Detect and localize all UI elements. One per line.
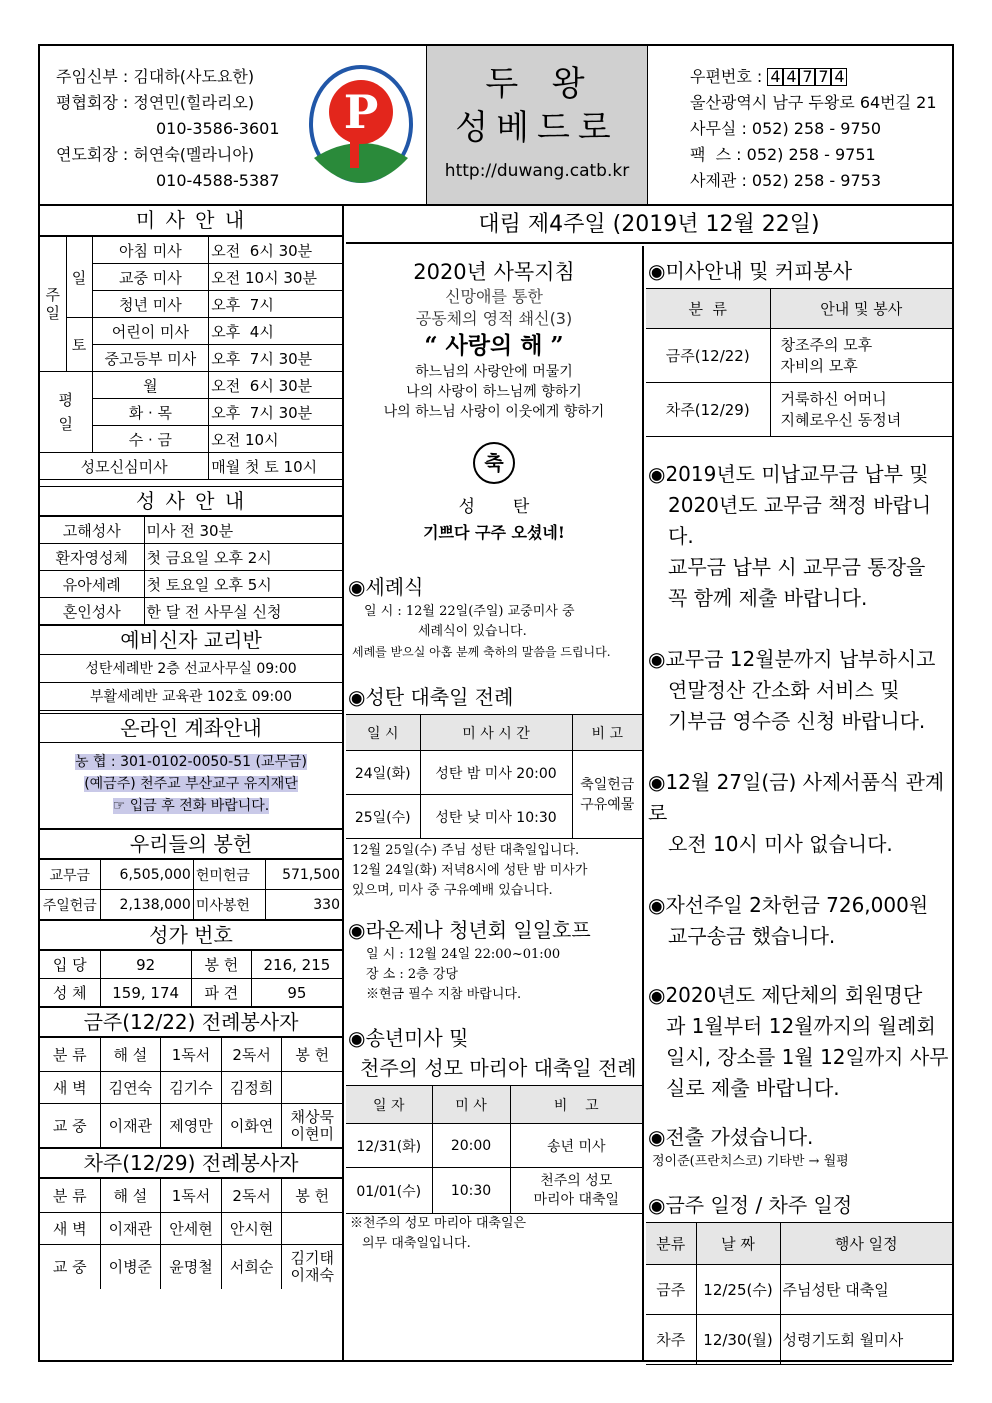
address: 울산광역시 남구 두왕로 64번길 21 <box>690 93 937 112</box>
transfer-line: 정이준(프란치스코) 기타반 → 월평 <box>652 1154 849 1169</box>
coffee-title: ◉미사안내 및 커피봉사 <box>648 259 853 283</box>
schedule-week: 차주 <box>646 1315 696 1365</box>
postal-row: 우편번호 : 4 4 7 7 4 <box>690 64 950 90</box>
mass-time: 오전 10시 30분 <box>209 264 342 291</box>
server-cell: 이재관 <box>100 1104 161 1148</box>
to-label: 토 <box>66 318 92 372</box>
pastor-name: 김대하(사도요한) <box>133 67 255 86</box>
staff-info <box>56 64 306 194</box>
yearend-date: 01/01(수) <box>346 1168 432 1214</box>
pastor-label: 주임신부 : <box>56 67 129 86</box>
offering-value: 571,500 <box>266 860 342 890</box>
christmas-box <box>346 442 642 544</box>
hymn-number: 95 <box>251 979 342 1007</box>
mass-name: 화 · 목 <box>92 399 209 426</box>
col-header: 날 짜 <box>696 1223 780 1265</box>
server-cell <box>282 1213 342 1245</box>
xmas-date: 24일(화) <box>346 751 420 795</box>
mass-name: 아침 미사 <box>92 237 209 264</box>
offering-label: 주일헌금 <box>40 890 100 920</box>
account-box <box>40 743 342 829</box>
mass-time: 오후 7시 30분 <box>209 345 342 372</box>
server-cell: 이화연 <box>221 1104 282 1148</box>
server-cell: 이재관 <box>100 1213 161 1245</box>
col-header: 해 설 <box>100 1179 161 1213</box>
account-title: 온라인 계좌안내 <box>40 713 342 743</box>
notice-line: 과 1월부터 12월까지의 월례회 <box>666 1014 936 1038</box>
parish-url[interactable]: http://duwang.catb.kr <box>444 161 630 181</box>
council-phone: 010-3586-3601 <box>156 119 280 138</box>
youth-title: ◉라온제나 청년회 일일호프 <box>348 918 591 942</box>
fax: 팩 스 : 052) 258 - 9751 <box>690 145 876 164</box>
mass-time: 오후 4시 <box>209 318 342 345</box>
server-cell: 새 벽 <box>40 1213 100 1245</box>
yearend-time: 20:00 <box>432 1124 510 1168</box>
col-header: 해 설 <box>100 1038 161 1072</box>
xmas-para: 12월 25일(수) 주님 성탄 대축일입니다. <box>352 843 580 858</box>
offering-value: 2,138,000 <box>100 890 193 920</box>
christmas-badge: 축 <box>473 442 515 484</box>
offering-value: 330 <box>266 890 342 920</box>
notice-line: 기부금 영수증 신청 바랍니다. <box>668 709 926 733</box>
mass-time: 오후 7시 <box>209 291 342 318</box>
notice-line: 오전 10시 미사 없습니다. <box>668 832 893 856</box>
left-column <box>40 206 344 1362</box>
coffee-table <box>646 288 952 437</box>
baptism-line: 일 시 : 12월 22일(주일) 교중미사 중 <box>364 604 575 619</box>
col-header: 비 고 <box>572 715 642 751</box>
postal-digit: 4 <box>783 68 799 86</box>
col-header: 분 류 <box>40 1179 100 1213</box>
council-name: 정연민(힐라리오) <box>133 93 255 112</box>
notice-line: 실로 제출 바랍니다. <box>666 1076 840 1100</box>
mary-mass-time: 매월 첫 토 10시 <box>209 453 342 480</box>
yearend-note: 송년 미사 <box>510 1124 642 1168</box>
yeondo-name: 허연숙(멜라니아) <box>133 145 255 164</box>
date-title: 대림 제4주일 (2019년 12월 22일) <box>346 206 952 244</box>
xmas-time: 성탄 낮 미사 10:30 <box>420 795 572 839</box>
youth-line: 장 소 : 2층 강당 <box>366 967 458 982</box>
youth-line: ※현금 필수 지참 바랍니다. <box>366 987 522 1002</box>
schedule-table <box>646 1222 952 1365</box>
notice-line: 꼭 함께 제출 바랍니다. <box>668 586 868 610</box>
baptism-title: ◉세례식 <box>348 575 424 599</box>
youth-box <box>346 915 642 1005</box>
mass-name: 청년 미사 <box>92 291 209 318</box>
hymn-label: 성 체 <box>40 979 100 1007</box>
pastoral-title: 2020년 사목지침 <box>413 260 575 284</box>
col-header: 봉 헌 <box>282 1179 342 1213</box>
catechumen-row: 성탄세례반 2층 선교사무실 09:00 <box>40 655 342 683</box>
baptism-line: 세례를 받으실 아홉 분께 축하의 말씀을 드립니다. <box>352 645 611 659</box>
mass-name: 중고등부 미사 <box>92 345 209 372</box>
pastoral-line: 나의 사랑이 하느님께 향하기 <box>406 384 582 400</box>
notice-line: ◉2020년도 제단체의 회원명단 <box>648 983 923 1007</box>
mass-title: 미 사 안 내 <box>40 206 342 236</box>
col-header: 분 류 <box>40 1038 100 1072</box>
contact-info <box>690 64 950 194</box>
postal-digit: 7 <box>799 68 815 86</box>
yearend-note-line: ※천주의 성모 마리아 대축일은 <box>350 1216 527 1231</box>
mass-table <box>40 236 342 480</box>
notice-line: ◉12월 27일(금) 사제서품식 관계로 <box>648 770 945 825</box>
coffee-servers: 창조주의 모후 자비의 모후 <box>770 329 952 383</box>
sacrament-name: 환자영성체 <box>40 544 144 571</box>
offering-label: 헌미헌금 <box>193 860 265 890</box>
yearend-title: ◉송년미사 및 <box>348 1026 469 1050</box>
notice-line: 일시, 장소를 1월 12일까지 사무 <box>666 1045 949 1069</box>
yearend-note: 천주의 성모 마리아 대축일 <box>510 1168 642 1214</box>
col-header: 분류 <box>646 1223 696 1265</box>
offering-label: 미사봉헌 <box>193 890 265 920</box>
server-cell: 김기태 이재숙 <box>282 1245 342 1289</box>
sacrament-name: 혼인성사 <box>40 598 144 625</box>
col-header: 2독서 <box>221 1038 282 1072</box>
server-cell: 채상묵 이현미 <box>282 1104 342 1148</box>
christmas-title: 성 탄 <box>458 497 530 517</box>
offering-value: 6,505,000 <box>100 860 193 890</box>
youth-line: 일 시 : 12월 24일 22:00~01:00 <box>366 947 561 962</box>
baptism-line: 세례식이 있습니다. <box>418 624 527 639</box>
sacrament-name: 고해성사 <box>40 517 144 544</box>
middle-column <box>346 246 644 1362</box>
server-cell: 교 중 <box>40 1104 100 1148</box>
servers-next-title: 차주(12/29) 전례봉사자 <box>40 1148 342 1178</box>
xmas-date: 25일(수) <box>346 795 420 839</box>
servers-this-title: 금주(12/22) 전례봉사자 <box>40 1007 342 1037</box>
account-note: ☞ 입금 후 전화 바랍니다. <box>112 798 270 814</box>
pastoral-theme: “ 사랑의 해 ” <box>424 332 564 359</box>
servers-next-table <box>40 1178 342 1289</box>
pastoral-line: 나의 하느님 사랑이 이웃에게 향하기 <box>383 404 605 420</box>
mass-time: 오전 6시 30분 <box>209 372 342 399</box>
transfer-title: ◉전출 가셨습니다. <box>648 1125 814 1149</box>
sacrament-time: 미사 전 30분 <box>144 517 342 544</box>
notice-line: 연말정산 간소화 서비스 및 <box>668 678 900 702</box>
christmas-sub: 기쁘다 구주 오셨네! <box>423 523 565 542</box>
sunday-label: 주 일 <box>40 237 66 372</box>
schedule-title: ◉금주 일정 / 차주 일정 <box>648 1193 853 1217</box>
yearend-date: 12/31(화) <box>346 1124 432 1168</box>
server-cell: 제영만 <box>161 1104 222 1148</box>
postal-digit: 4 <box>831 68 847 86</box>
right-column <box>646 246 952 1362</box>
account-holder: (예금주) 천주교 부산교구 유지재단 <box>84 776 298 792</box>
title-box <box>426 46 648 204</box>
servers-this-table <box>40 1037 342 1148</box>
notice-item <box>646 767 952 860</box>
offering-table <box>40 859 342 920</box>
il-label: 일 <box>66 237 92 318</box>
server-cell: 새 벽 <box>40 1072 100 1104</box>
yearend-note-line: 의무 대축일입니다. <box>362 1236 471 1251</box>
notice-item <box>646 890 952 952</box>
server-cell: 안시현 <box>221 1213 282 1245</box>
hymn-title: 성가 번호 <box>40 920 342 950</box>
schedule-week: 금주 <box>646 1265 696 1315</box>
notice-line: ◉교무금 12월분까지 납부하시고 <box>648 647 936 671</box>
postal-digit: 4 <box>767 68 783 86</box>
notice-item <box>646 644 952 737</box>
bulletin-page <box>38 44 954 1362</box>
sacrament-name: 유아세례 <box>40 571 144 598</box>
sacrament-time: 한 달 전 사무실 신청 <box>144 598 342 625</box>
mass-name: 수 · 금 <box>92 426 209 453</box>
office-phone: 사무실 : 052) 258 - 9750 <box>690 119 882 138</box>
notice-line: ◉2019년도 미납교무금 납부 및 <box>648 462 929 486</box>
yearend-time: 10:30 <box>432 1168 510 1214</box>
server-cell <box>282 1072 342 1104</box>
parish-logo <box>306 62 416 186</box>
col-header: 안내 및 봉사 <box>770 289 952 329</box>
mary-mass-name: 성모신심미사 <box>40 453 209 480</box>
col-header: 미 사 시 간 <box>420 715 572 751</box>
mass-time: 오후 7시 30분 <box>209 399 342 426</box>
transfer-box <box>646 1122 952 1172</box>
server-cell: 윤명철 <box>161 1245 222 1289</box>
postal-digit: 7 <box>815 68 831 86</box>
pastoral-sub1: 신망애를 통한 <box>445 287 543 306</box>
pastoral-sub2: 공동체의 영적 쇄신(3) <box>415 309 573 328</box>
col-header: 일 자 <box>346 1086 432 1124</box>
schedule-event: 성령기도회 월미사 <box>780 1315 952 1365</box>
yeondo-label: 연도회장 : <box>56 145 129 164</box>
mass-name: 어린이 미사 <box>92 318 209 345</box>
pastoral-box <box>346 258 642 422</box>
yearend-box <box>346 1023 642 1254</box>
hymn-number: 92 <box>100 951 191 979</box>
sacrament-time: 첫 토요일 오후 5시 <box>144 571 342 598</box>
offering-title: 우리들의 봉헌 <box>40 829 342 859</box>
hymn-number: 216, 215 <box>251 951 342 979</box>
coffee-servers: 거룩하신 어머니 지혜로우신 동정녀 <box>770 383 952 437</box>
col-header: 일 시 <box>346 715 420 751</box>
xmas-time: 성탄 밤 미사 20:00 <box>420 751 572 795</box>
baptism-box <box>346 572 642 662</box>
sacrament-time: 첫 금요일 오후 2시 <box>144 544 342 571</box>
yearend-table <box>346 1085 642 1214</box>
yearend-title2: 천주의 성모 마리아 대축일 전례 <box>360 1056 637 1080</box>
weekday-label: 평 일 <box>40 372 92 453</box>
mass-time: 오전 10시 <box>209 426 342 453</box>
coffee-week: 금주(12/22) <box>646 329 770 383</box>
coffee-week: 차주(12/29) <box>646 383 770 437</box>
yeondo-phone: 010-4588-5387 <box>156 171 280 190</box>
col-header: 비 고 <box>510 1086 642 1124</box>
notice-item <box>646 980 952 1104</box>
schedule-date: 12/25(수) <box>696 1265 780 1315</box>
notice-line: ◉자선주일 2차헌금 726,000원 <box>648 893 929 917</box>
parish-title-line1: 두 왕 <box>485 64 589 104</box>
col-header: 분 류 <box>646 289 770 329</box>
sacrament-table <box>40 516 342 625</box>
mass-name: 교중 미사 <box>92 264 209 291</box>
xmas-mass-title: ◉성탄 대축일 전례 <box>348 685 514 709</box>
council-label: 평협회장 : <box>56 93 129 112</box>
col-header: 1독서 <box>161 1038 222 1072</box>
col-header: 2독서 <box>221 1179 282 1213</box>
hymn-table <box>40 950 342 1007</box>
xmas-note: 축일헌금 구유예물 <box>572 751 642 839</box>
notice-line: 2020년도 교무금 책정 바랍니다. <box>668 493 932 548</box>
header <box>40 46 952 206</box>
server-cell: 교 중 <box>40 1245 100 1289</box>
schedule-event: 주님성탄 대축일 <box>780 1265 952 1315</box>
parish-title-line2: 성베드로 <box>455 108 619 148</box>
schedule-date: 12/30(월) <box>696 1315 780 1365</box>
server-cell: 서희순 <box>221 1245 282 1289</box>
account-number: 농 협 : 301-0102-0050-51 (교무금) <box>74 754 307 770</box>
server-cell: 김정희 <box>221 1072 282 1104</box>
hymn-label: 봉 헌 <box>191 951 251 979</box>
server-cell: 이병준 <box>100 1245 161 1289</box>
notice-item <box>646 459 952 614</box>
catechumen-title: 예비신자 교리반 <box>40 625 342 655</box>
server-cell: 김연숙 <box>100 1072 161 1104</box>
server-cell: 안세현 <box>161 1213 222 1245</box>
col-header: 행사 일정 <box>780 1223 952 1265</box>
xmas-para: 있으며, 미사 중 구유예배 있습니다. <box>352 883 553 898</box>
svg-text:P: P <box>343 85 379 139</box>
notice-line: 교무금 납부 시 교무금 통장을 <box>668 555 926 579</box>
xmas-para: 12월 24일(화) 저녁8시에 성탄 밤 미사가 <box>352 863 588 878</box>
mass-name: 월 <box>92 372 209 399</box>
xmas-mass-box <box>346 682 642 901</box>
pastoral-line: 하느님의 사랑안에 머물기 <box>415 364 573 380</box>
sacrament-title: 성 사 안 내 <box>40 486 342 516</box>
hymn-label: 입 당 <box>40 951 100 979</box>
notice-line: 교구송금 했습니다. <box>668 924 836 948</box>
rectory-phone: 사제관 : 052) 258 - 9753 <box>690 171 882 190</box>
col-header: 1독서 <box>161 1179 222 1213</box>
col-header: 미 사 <box>432 1086 510 1124</box>
catechumen-row: 부활세례반 교육관 102호 09:00 <box>40 683 342 711</box>
xmas-mass-table <box>346 714 642 839</box>
mass-time: 오전 6시 30분 <box>209 237 342 264</box>
hymn-label: 파 견 <box>191 979 251 1007</box>
offering-label: 교무금 <box>40 860 100 890</box>
server-cell: 김기수 <box>161 1072 222 1104</box>
col-header: 봉 헌 <box>282 1038 342 1072</box>
hymn-number: 159, 174 <box>100 979 191 1007</box>
